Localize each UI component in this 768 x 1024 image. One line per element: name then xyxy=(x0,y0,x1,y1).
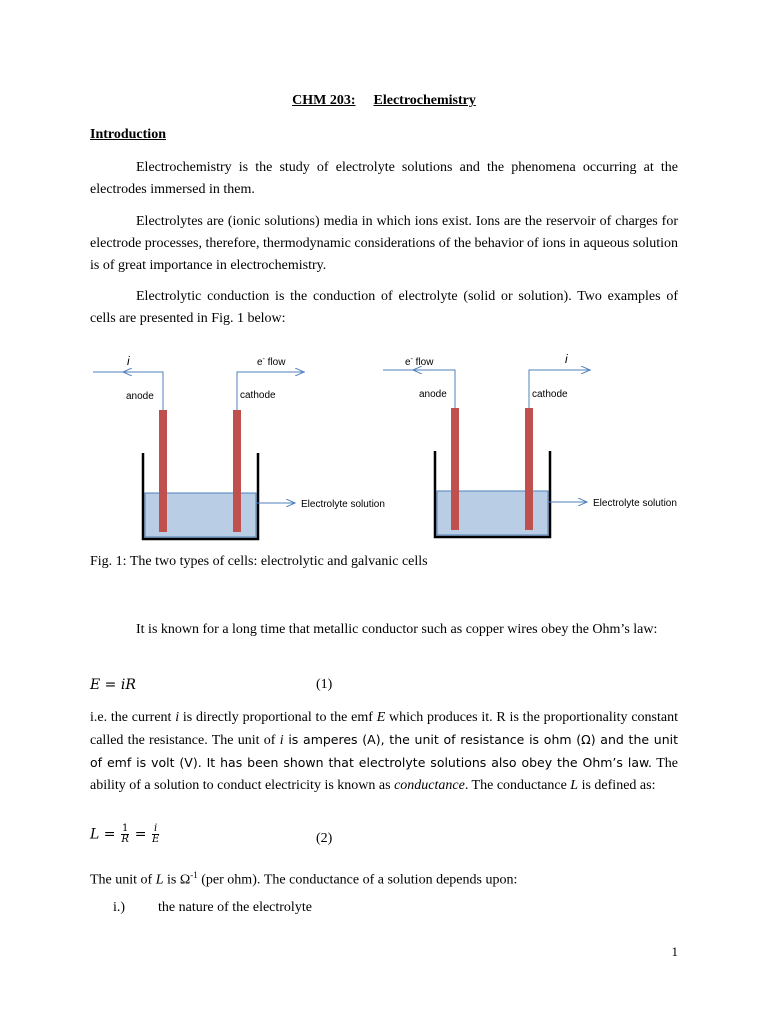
list-item: i.) the nature of the electrolyte xyxy=(113,900,312,915)
anode-electrode-2 xyxy=(451,408,459,530)
figure-caption: Fig. 1: The two types of cells: electrolytic and galvanic cells xyxy=(90,554,428,569)
cathode-electrode-2 xyxy=(525,408,533,530)
equation-2: L = $\frac{1}{R}$ = $\frac{i}{E}$ xyxy=(90,823,160,845)
cathode-label-2: cathode xyxy=(532,389,568,400)
anode-label-2: anode xyxy=(419,389,447,400)
paragraph-1: Electrochemistry is the study of electrolyte solutions and the phenomena occurring at the electrodes immersed in them. xyxy=(90,160,678,197)
page-number: 1 xyxy=(671,944,678,959)
equation-1-number: (1) xyxy=(316,677,333,692)
solution-label-1: Electrolyte solution xyxy=(301,499,385,510)
section-heading: Introduction xyxy=(90,127,166,142)
paragraph-6: The unit of L is $\Omega^{-1}$ (per ohm). The conductance of a solution depends upon: xyxy=(90,870,518,888)
equation-1: E = iR xyxy=(90,677,136,693)
current-label-2: i xyxy=(565,352,568,366)
galvanic-cell xyxy=(383,352,677,537)
eflow-label-1: e- flow xyxy=(257,356,286,368)
solution-label-2: Electrolyte solution xyxy=(593,498,677,509)
electrolytic-cell xyxy=(93,354,385,539)
paragraph-3: Electrolytic conduction is the conduction of electrolyte (solid or solution). Two examples of cells are presented in Fig. 1 below: xyxy=(90,289,678,326)
figure-cells-diagram xyxy=(85,345,705,545)
paragraph-5: i.e. the current i is directly proportional to the emf E which produces it. R is the proportionality constant called the resistance. The unit of i is amperes (A), the unit of resistance is ohm (Ω) and the unit of emf is volt (V). It has been shown that electrolyte solutions also obey the Ohm’s law. The ability of a solution to conduct electricity is known as conductance. The conductance L is defined as: xyxy=(90,710,679,793)
paragraph-2: Electrolytes are (ionic solutions) media in which ions exist. Ions are the reservoir of charges for electrode processes, therefore, thermodynamic considerations of the behavior of ions in aqueous solution is of great importance in electrochemistry. xyxy=(90,214,678,273)
title-subject: Electrochemistry xyxy=(373,93,476,108)
paragraph-4: It is known for a long time that metallic conductor such as copper wires obey the Ohm’s law: xyxy=(136,622,658,637)
equation-2-number: (2) xyxy=(316,831,333,846)
cathode-electrode-1 xyxy=(233,410,241,532)
anode-electrode-1 xyxy=(159,410,167,532)
eflow-label-2: e- flow xyxy=(405,356,434,368)
title-course: CHM 203: xyxy=(292,93,356,108)
current-label-1: i xyxy=(127,354,130,368)
document-title xyxy=(0,93,768,109)
anode-label-1: anode xyxy=(126,391,154,402)
cathode-label-1: cathode xyxy=(240,390,276,401)
